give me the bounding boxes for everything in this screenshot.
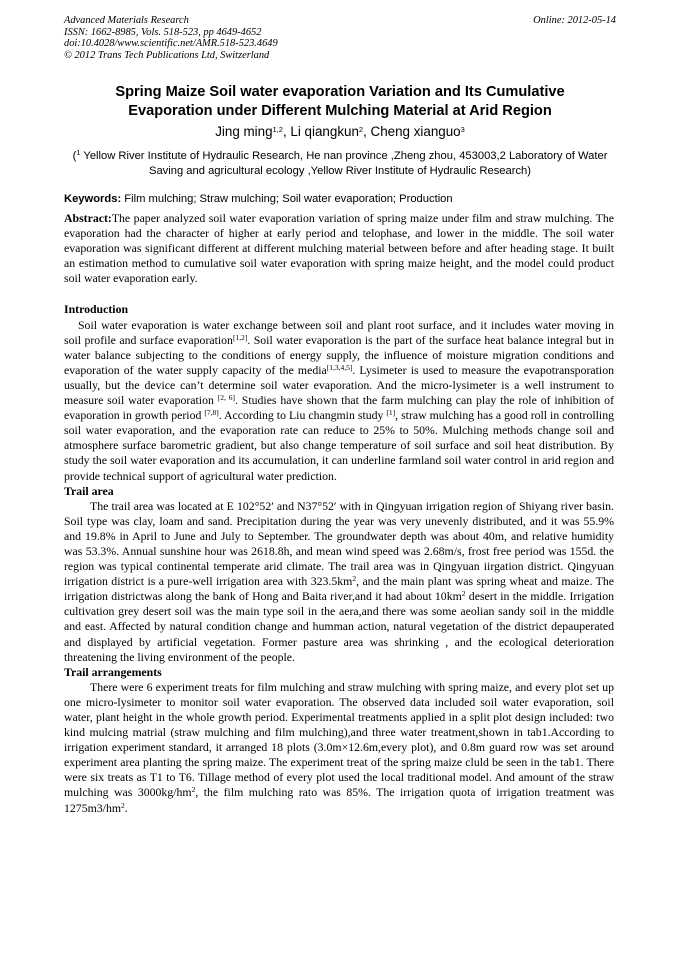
affil-paren: (	[72, 150, 77, 162]
doi-line: doi:10.4028/www.scientific.net/AMR.518-523.4649	[64, 38, 278, 50]
intro-text: Soil water evaporation is water exchange between soil and plant root surface, and it includes water moving in soil profile and surface evaporation	[64, 317, 614, 347]
author-separator: ,	[282, 124, 291, 139]
intro-text: . According to Liu changmin study	[218, 408, 387, 423]
keywords-text: Film mulching; Straw mulching; Soil water evaporation; Production	[121, 193, 453, 205]
intro-text: . Lysimeter is used to measure the evapotransporation usually, but the device can’t determine soil water evaporation. And the micro-lysimeter is a well instrument to measure soil water evaporation	[64, 362, 614, 408]
author-separator: ,	[363, 124, 371, 139]
affil-text: Yellow River Institute of Hydraulic Research, He nan province ,Zheng zhou, 453003,2 Laboratory of Water Saving and agricultural ecology ,Yellow River Institute of Hydraulic Research)	[80, 150, 608, 177]
abstract	[64, 211, 614, 286]
trail-area-text: desert in the middle. Irrigation cultivation grey desert soil was the main type soil in the aera,and there was some aeolian sandy soil in the middle and east. Affected by natural condition change and humman action, natural vegetation of the district depauperated and displayed by artificial vegetation. Former pasture area was shrinking , and the ecological deterioration threatening the living environment of the people.	[64, 589, 614, 664]
online-date: Online: 2012-05-14	[533, 15, 616, 26]
citation-ref: [1]	[386, 408, 396, 418]
section-heading-trail-arrangements: Trail arrangements	[64, 664, 162, 679]
author-3-affil: 3	[460, 125, 465, 134]
author-2-affil: 2	[358, 125, 364, 134]
intro-text: . Soil water evaporation is the part of the surface heat balance integral but in water balance subjecting to the conditions of energy supply, the influence of moisture migration conditions and evaporation of the water supply capacity of the media	[64, 332, 614, 377]
author-2: Li qiangkun	[290, 124, 359, 139]
keywords-label: Keywords:	[64, 193, 122, 205]
affil-sup: 1	[76, 148, 81, 157]
paper-title	[64, 83, 616, 120]
section-heading-introduction: Introduction	[64, 302, 129, 317]
trail-arrangements-paragraph	[64, 680, 614, 816]
trail-area-text: The trail area was located at E 102°52′ and N37°52′ with in Qingyuan irrigation region of Shiyang river basin. Soil type was clay, loam and sand. Precipitation during the year was very unevenly distributed, and it was 55.9% and 19.8% in April to June and July to September. The groundwater depth was about 40m, and relative humidity was 53.3%. Annual sunshine hour was 2618.8h, and mean wind speed was 2.68m/s, frost free period was 155d. the region was typical continental temperate arid climate. The trail area was in Qingyuan iirgation district. Qingyuan irrigation district is a pure-well irrigation area with 323.5km	[64, 498, 614, 589]
paper-body	[64, 211, 614, 816]
superscript: 2	[352, 574, 357, 584]
title-line-1: Spring Maize Soil water evaporation Variation and Its Cumulative	[115, 84, 565, 100]
citation-ref: [1,2]	[232, 332, 248, 342]
trail-arr-text: , the film mulching rato was 85%. The irrigation quota of irrigation treatment was 1275m3/hm	[64, 785, 614, 815]
author-list	[64, 123, 616, 141]
author-1: Jing ming	[215, 124, 273, 139]
author-3: Cheng xianguo	[370, 124, 461, 139]
intro-text: . Studies have shown that the farm mulching can play the role of inhibition of evaporation in growth period	[64, 393, 614, 423]
superscript: 2	[121, 800, 125, 810]
journal-header	[64, 15, 616, 61]
author-1-affil: 1,2	[272, 125, 283, 134]
keywords	[64, 192, 616, 206]
trail-arr-text: .	[124, 800, 128, 815]
superscript: 2	[461, 589, 466, 599]
section-heading-trail-area: Trail area	[64, 483, 114, 498]
citation-ref: [1,3,4,5]	[326, 362, 353, 372]
copyright-line: © 2012 Trans Tech Publications Ltd, Switzerland	[64, 49, 270, 61]
superscript: 2	[191, 785, 196, 795]
abstract-text: The paper analyzed soil water evaporation variation of spring maize under film and straw mulching. The evaporation had the character of higher at early period and telophase, and lower in the middle. The soil water evaporation was significant different at different mulching material between before and after heading stage. It built an estimation method to cumulative soil water evaporation with spring maize height, and the model could product soil water evaporation early.	[64, 211, 614, 286]
title-line-2: Evaporation under Different Mulching Material at Arid Region	[128, 102, 552, 119]
journal-name: Advanced Materials Research	[64, 15, 189, 26]
issn-line: ISSN: 1662-8985, Vols. 518-523, pp 4649-4652	[64, 26, 262, 38]
citation-ref: [7,8]	[204, 408, 219, 418]
affiliations	[64, 149, 616, 179]
intro-text: , straw mulching has a good roll in controlling soil water evaporation, and the evaporation rate can reduce to 25% to 50%. Mulching methods change soil and atmosphere surface barometric gradient, but also change temperature of soil surface and soil heat distribution. By study the soil water evaporation and its accumulation, it can underline farmland soil water control in arid region and provide technical support of agricultural water prediction.	[64, 408, 614, 483]
trail-arr-text: There were 6 experiment treats for film mulching and straw mulching with spring maize, and every plot set up one micro-lysimeter to monitor soil water evaporation. The observed data included soil water evaporation, soil water, plant height in the whole growth period. Experimental treatments applied in a split plot design included: two kind mulcing matrial (straw mulching and film mulching),and three water treatment,shown in tab1.According to irrigation experiment standard, it arranged 18 plots (3.0m×12.6m,every plot), and 0.8m guard row was set around experiment area planting the spring maize. The experiment treat of the spring maize cluld be seen in the tab1. There were six treats as T1 to T6. Tillage method of every plot used the local traditional model. And amount of the straw mulching was 3000kg/hm	[64, 679, 614, 800]
trail-area-paragraph	[64, 499, 614, 665]
introduction-paragraph	[64, 318, 614, 484]
citation-ref: [2, 6]	[217, 393, 235, 403]
trail-area-text: , and the main plant was spring wheat and maize. The irrigation districtwas along the bank of Hong and Baita river,and it had about 10km	[64, 574, 614, 604]
abstract-label: Abstract:	[64, 211, 112, 225]
